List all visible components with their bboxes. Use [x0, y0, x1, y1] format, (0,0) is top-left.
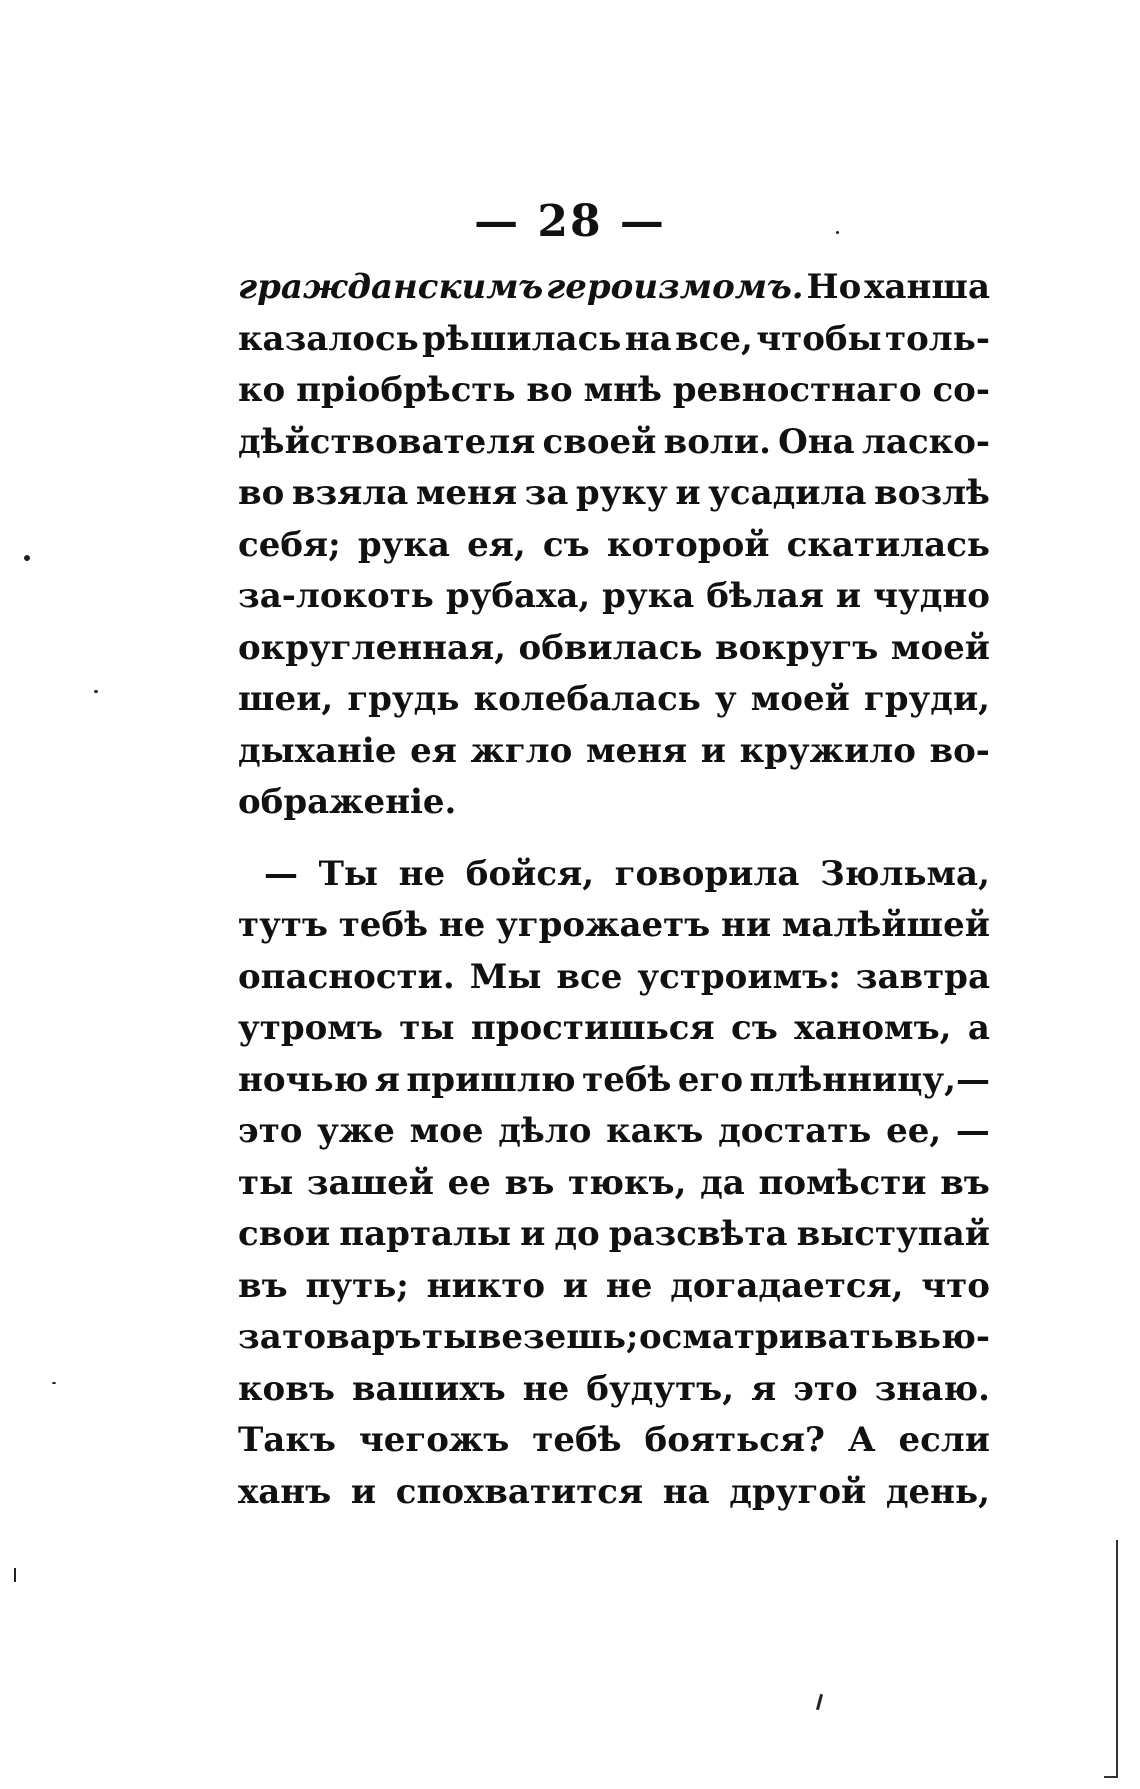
word: путь;: [305, 1265, 409, 1306]
word: и: [835, 576, 862, 616]
word: груди,: [863, 679, 990, 719]
word: дѣло: [498, 1111, 592, 1151]
word: знаю.: [874, 1368, 990, 1409]
word: моей: [750, 679, 850, 719]
text-line: [238, 849, 990, 901]
word: Такъ: [238, 1420, 336, 1460]
word: —: [955, 1111, 990, 1151]
word: ханша: [864, 267, 990, 307]
word: скатилась: [786, 524, 990, 565]
word: день,: [885, 1471, 990, 1512]
text-line: [238, 1415, 990, 1467]
word: Мы: [469, 956, 542, 997]
word: спохватится: [395, 1471, 644, 1512]
word: вашихъ: [351, 1368, 506, 1409]
word: помѣсти: [758, 1162, 927, 1203]
word: грудь: [347, 679, 460, 719]
word: у: [714, 679, 737, 719]
word: пришлю: [406, 1059, 576, 1100]
word: рѣшилась: [422, 318, 622, 359]
word: себя;: [238, 524, 341, 565]
word: чтобы: [756, 318, 882, 359]
word: ковъ: [238, 1368, 335, 1409]
word: тебѣ: [338, 905, 429, 945]
word: если: [898, 1420, 990, 1460]
word: достать: [718, 1111, 872, 1151]
word: гражданскимъ: [238, 267, 544, 307]
word: во: [526, 370, 573, 410]
word: что: [921, 1265, 990, 1306]
word: моей: [890, 627, 990, 668]
word: вью-: [894, 1317, 990, 1357]
word: во: [238, 473, 285, 513]
word: округленная,: [238, 627, 506, 668]
paragraph-1: [238, 262, 990, 829]
word: и: [520, 1214, 546, 1254]
word: шеи,: [238, 679, 334, 719]
word: парталы: [339, 1214, 512, 1254]
word: ханомъ,: [794, 1008, 952, 1048]
word: бѣлая: [706, 576, 824, 616]
word: ревностнаго: [672, 370, 922, 410]
margin-speck: [836, 231, 839, 234]
body-text: [238, 262, 990, 1518]
word: за: [238, 1317, 282, 1357]
word: мнѣ: [583, 370, 662, 410]
word: въ: [238, 1265, 288, 1306]
word: товаръ: [282, 1317, 422, 1357]
word: ко: [238, 370, 286, 410]
word: за: [524, 473, 569, 513]
word: а: [967, 1008, 990, 1048]
page-number: — 28 —: [474, 196, 666, 247]
text-line: [238, 314, 990, 366]
paragraph-gap: [238, 829, 990, 849]
word: Зюльма,: [820, 853, 990, 894]
word: угрожаетъ: [496, 905, 711, 945]
text-line: [238, 623, 990, 675]
word: свои: [238, 1214, 331, 1254]
word: вокругъ: [715, 627, 879, 668]
word: устроимъ:: [637, 956, 841, 997]
word: ты: [399, 1008, 455, 1048]
word: меня: [415, 473, 518, 513]
word: А: [847, 1420, 876, 1460]
text-line: [238, 900, 990, 952]
word: дыханіе: [238, 730, 397, 771]
word: ее,: [886, 1111, 942, 1151]
paragraph-2: [238, 849, 990, 1519]
word: выступай: [796, 1214, 990, 1254]
word: ея,: [467, 524, 526, 565]
word: ея: [410, 730, 457, 771]
word: ни: [721, 905, 772, 945]
word: со-: [932, 370, 990, 410]
word: не: [605, 1265, 653, 1306]
word: не: [438, 905, 486, 945]
margin-rule-foot: [1104, 1776, 1118, 1778]
word: малѣйшей: [781, 905, 990, 945]
word: рука: [357, 524, 450, 565]
word: ханъ: [238, 1471, 332, 1512]
text-line: [238, 1158, 990, 1210]
word: никто: [426, 1265, 546, 1306]
word: рубаха,: [445, 576, 591, 616]
word: ображеніе.: [238, 782, 457, 822]
word: меня: [585, 730, 688, 771]
word: зашей: [306, 1162, 434, 1203]
word: будутъ,: [586, 1368, 735, 1409]
word: рука: [602, 576, 695, 616]
word: воли.: [663, 421, 771, 462]
word: въ: [940, 1162, 990, 1203]
word: не: [522, 1368, 570, 1409]
word: его: [677, 1059, 744, 1100]
word: не: [398, 853, 446, 894]
text-line: [238, 1467, 990, 1519]
word: уже: [317, 1111, 395, 1151]
word: да: [700, 1162, 745, 1203]
text-line: [238, 520, 990, 572]
word: ночью: [238, 1059, 369, 1100]
margin-speck: [14, 1568, 16, 1582]
word: до: [554, 1214, 600, 1254]
text-line: [238, 777, 990, 829]
word: это: [793, 1368, 858, 1409]
word: и: [675, 473, 701, 513]
word: героизмомъ.: [546, 267, 804, 307]
margin-speck: [816, 1694, 823, 1710]
word: все: [556, 956, 623, 997]
word: разсвѣта: [608, 1214, 788, 1254]
word: колебалась: [473, 679, 701, 719]
word: мое: [409, 1111, 484, 1151]
word: на: [662, 1471, 710, 1512]
word: плѣнницу,—: [749, 1059, 990, 1100]
text-line: [238, 1106, 990, 1158]
word: простишься: [470, 1008, 715, 1048]
margin-speck: [24, 555, 30, 561]
word: тебѣ: [582, 1059, 672, 1100]
margin-speck: [94, 690, 98, 693]
word: во-: [929, 730, 990, 771]
word: своей: [542, 421, 657, 462]
word: какъ: [606, 1111, 704, 1151]
word: ласко-: [861, 421, 990, 462]
text-line: [238, 952, 990, 1004]
word: я: [374, 1059, 400, 1100]
text-line: [238, 1364, 990, 1416]
word: Она: [778, 421, 855, 462]
word: бойся,: [465, 853, 595, 894]
text-line: [238, 1055, 990, 1107]
word: усадила: [708, 473, 867, 513]
word: ее: [447, 1162, 491, 1203]
word: завтра: [855, 956, 990, 997]
text-line: [238, 365, 990, 417]
word: и: [350, 1471, 377, 1512]
word: чегожъ: [358, 1420, 510, 1460]
word: руку: [575, 473, 668, 513]
word: —: [264, 853, 298, 894]
word: другой: [729, 1471, 867, 1512]
word: все,: [675, 318, 753, 359]
text-line: [238, 1261, 990, 1313]
word: опасности.: [238, 956, 455, 997]
text-line: [238, 1209, 990, 1261]
word: кружило: [739, 730, 916, 771]
text-line: [238, 262, 990, 314]
text-line: [238, 571, 990, 623]
text-line: [238, 726, 990, 778]
word: тутъ: [238, 905, 328, 945]
text-line: [238, 1003, 990, 1055]
word: чудно: [873, 576, 990, 616]
word: ты: [238, 1162, 294, 1203]
text-line: [238, 468, 990, 520]
word: Но: [806, 267, 862, 307]
word: съ: [542, 524, 590, 565]
word: утромъ: [238, 1008, 383, 1048]
word: осматривать: [638, 1317, 894, 1357]
word: обвилась: [518, 627, 703, 668]
word: съ: [731, 1008, 778, 1048]
word: и: [700, 730, 726, 771]
word: взяла: [291, 473, 409, 513]
word: догадается,: [670, 1265, 904, 1306]
word: въ: [504, 1162, 555, 1203]
word: это: [238, 1111, 303, 1151]
word: говорила: [614, 853, 800, 894]
word: пріобрѣсть: [296, 370, 516, 410]
word: казалось: [238, 318, 419, 359]
word: я: [751, 1368, 777, 1409]
margin-speck: [52, 1382, 56, 1384]
word: которой: [606, 524, 770, 565]
word: дѣйствователя: [238, 421, 536, 462]
word: жгло: [470, 730, 573, 771]
word: за-локоть: [238, 576, 434, 616]
word: ты: [422, 1317, 478, 1357]
word: на: [624, 318, 672, 359]
word: Ты: [318, 853, 379, 894]
word: возлѣ: [874, 473, 990, 513]
word: тюкъ,: [568, 1162, 687, 1203]
word: толь-: [885, 318, 990, 359]
text-line: [238, 674, 990, 726]
word: бояться?: [644, 1420, 825, 1460]
word: и: [562, 1265, 589, 1306]
word: везешь;: [477, 1317, 639, 1357]
word: тебѣ: [532, 1420, 622, 1460]
text-line: [238, 417, 990, 469]
text-line: [238, 1312, 990, 1364]
margin-rule: [1116, 1540, 1118, 1778]
